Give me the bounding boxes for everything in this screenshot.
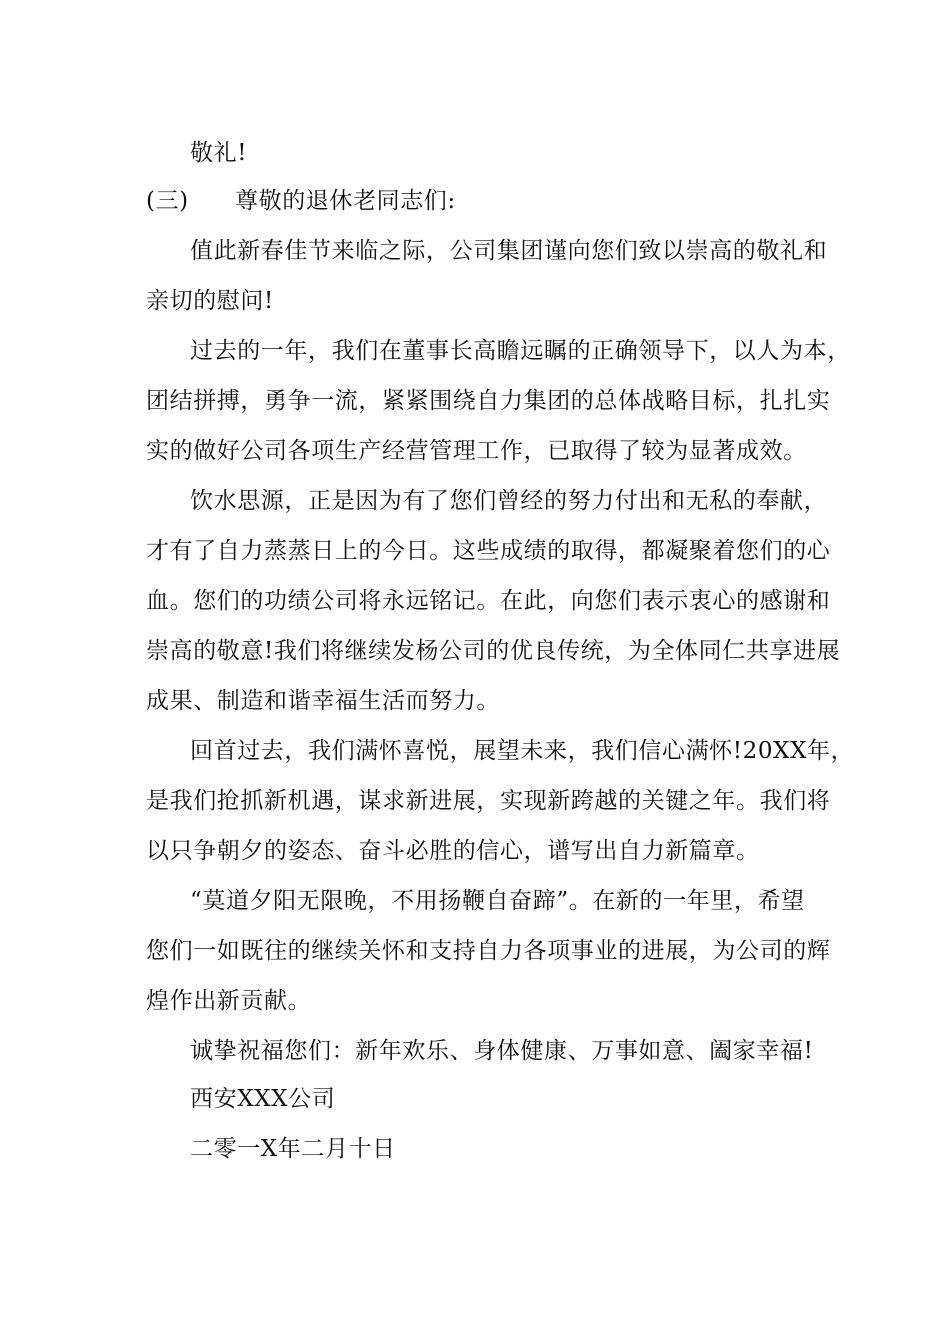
salutation-closing: 敬礼! [190,140,248,166]
paragraph-line: 饮水思源，正是因为有了您们曾经的努力付出和无私的奉献， [190,488,828,514]
paragraph-line: 崇高的敬意!我们将继续发杨公司的优良传统，为全体同仁共享进展 [146,638,841,664]
paragraph-line: 才有了自力蒸蒸日上的今日。这些成绩的取得，都凝聚着您们的心 [146,538,831,564]
paragraph-line: “莫道夕阳无限晚，不用扬鞭自奋蹄”。在新的一年里，希望 [190,888,805,914]
paragraph-line: 实的做好公司各项生产经营管理工作，已取得了较为显著成效。 [146,438,807,464]
paragraph-line: 血。您们的功绩公司将永远铭记。在此，向您们表示衷心的感谢和 [146,588,831,614]
paragraph-line: 是我们抢抓新机遇，谋求新进展，实现新跨越的关键之年。我们将 [146,788,831,814]
greeting-line: 尊敬的退休老同志们: [235,188,456,214]
blessing-line: 诚挚祝福您们：新年欢乐、身体健康、万事如意、阖家幸福! [190,1038,814,1064]
paragraph-line: 团结拼搏，勇争一流，紧紧围绕自力集团的总体战略目标，扎扎实 [146,388,831,414]
paragraph-line: 回首过去，我们满怀喜悦，展望未来，我们信心满怀!20XX年， [190,738,855,764]
paragraph-line: 成果、制造和谐幸福生活而努力。 [146,688,500,714]
signature-company: 西安XXX公司 [190,1086,336,1112]
paragraph-line: 过去的一年，我们在董事长高瞻远瞩的正确领导下，以人为本， [190,338,851,364]
paragraph-line: 煌作出新贡献。 [146,988,312,1014]
paragraph-line: 您们一如既往的继续关怀和支持自力各项事业的进展，为公司的辉 [146,938,831,964]
paragraph-line: 值此新春佳节来临之际，公司集团谨向您们致以崇高的敬礼和 [190,238,828,264]
section-number: (三) [146,188,189,214]
paragraph-line: 亲切的慰问! [146,288,274,314]
paragraph-line: 以只争朝夕的姿态、奋斗必胜的信心，谱写出自力新篇章。 [146,838,760,864]
signature-date: 二零一X年二月十日 [190,1136,396,1162]
